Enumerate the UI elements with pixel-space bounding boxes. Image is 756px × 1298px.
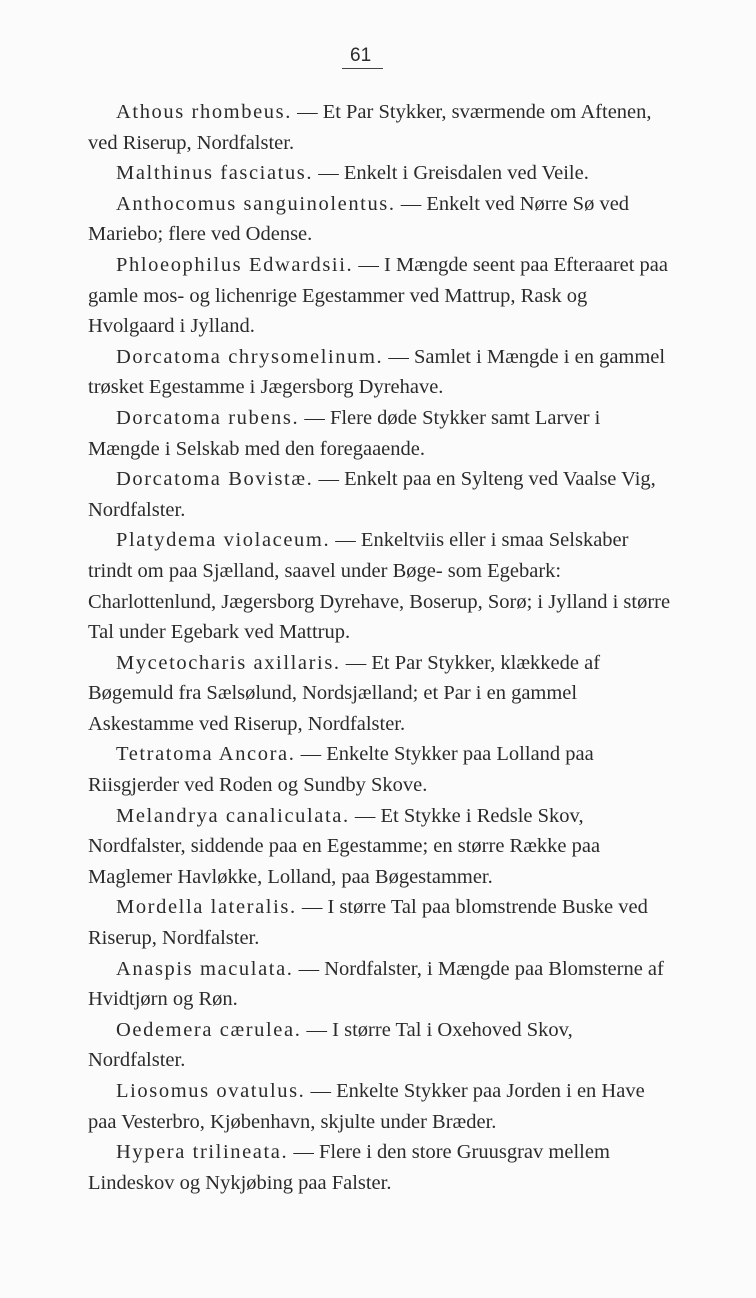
- species-name: Dorcatoma chrysomelinum.: [116, 345, 384, 368]
- species-name: Hypera trilineata.: [116, 1141, 289, 1164]
- entry: [88, 892, 673, 953]
- entry: [88, 954, 673, 1015]
- species-name: Platydema violaceum.: [116, 529, 331, 552]
- entry: [88, 403, 673, 464]
- entry-text: — Flere i den store Gruusgrav mellem Lindeskov og Nykjøbing paa Falster.: [88, 1141, 610, 1194]
- entry: [88, 1076, 673, 1137]
- species-name: Tetratoma Ancora.: [116, 743, 296, 766]
- species-name: Anaspis maculata.: [116, 957, 294, 980]
- entry-text: — Enkelt i Greisdalen ved Veile.: [313, 162, 589, 185]
- entry: [88, 525, 673, 647]
- entry-text: — Enkelt paa en Sylteng ved Vaalse Vig, Nordfalster.: [88, 468, 656, 521]
- species-name: Phloeophilus Edwardsii.: [116, 253, 354, 276]
- entry-text: — Enkelte Stykker paa Jorden i en Have paa Vesterbro, Kjøbenhavn, skjulte under Bræder.: [88, 1080, 645, 1133]
- entry: [88, 97, 673, 158]
- entry: [88, 1137, 673, 1198]
- entry: [88, 250, 673, 342]
- entry: [88, 158, 673, 189]
- entry: [88, 648, 673, 740]
- entry-text: — Enkelt ved Nørre Sø ved Mariebo; flere ved Odense.: [88, 192, 630, 246]
- entry: [88, 342, 673, 403]
- entry: [88, 801, 673, 893]
- body-text: [88, 97, 673, 1198]
- entry: [88, 739, 673, 800]
- entry-text: — Et Stykke i Redsle Skov, Nordfalster, siddende paa en Egestamme; en større Række paa Maglemer Havløkke, Lolland, paa Bøgestammer.: [88, 804, 601, 888]
- species-name: Malthinus fasciatus.: [116, 162, 314, 185]
- species-name: Mycetocharis axillaris.: [116, 651, 341, 674]
- entry-text: — Enkeltviis eller i smaa Selskaber trindt om paa Sjælland, saavel under Bøge- som Egebark: Charlottenlund, Jægersborg Dyrehave, Boserup, Sorø; i Jylland i større Tal under Egebark ved Mattrup.: [88, 529, 671, 644]
- species-name: Oedemera cærulea.: [116, 1018, 302, 1041]
- entry-text: — I større Tal i Oxehoved Skov, Nordfalster.: [88, 1018, 573, 1072]
- species-name: Mordella lateralis.: [116, 896, 297, 919]
- page-number: 61: [342, 44, 383, 69]
- entry-text: — Samlet i Mængde i en gammel trøsket Egestamme i Jægersborg Dyrehave.: [88, 345, 666, 399]
- entry-text: — Et Par Stykker, klækkede af Bøgemuld fra Sælsølund, Nordsjælland; et Par i en gammel Askestamme ved Riserup, Nordfalster.: [88, 651, 601, 735]
- entry-text: — I Mængde seent paa Efteraaret paa gamle mos- og lichenrige Egestammer ved Mattrup, Rask og Hvolgaard i Jylland.: [88, 253, 669, 338]
- entry-text: — Nordfalster, i Mængde paa Blomsterne af Hvidtjørn og Røn.: [88, 957, 664, 1011]
- species-name: Anthocomus sanguinolentus.: [116, 192, 396, 215]
- species-name: Dorcatoma Bovistæ.: [116, 468, 314, 491]
- entry-text: — I større Tal paa blomstrende Buske ved Riserup, Nordfalster.: [88, 896, 648, 950]
- entry-text: — Enkelte Stykker paa Lolland paa Riisgjerder ved Roden og Sundby Skove.: [88, 743, 594, 797]
- entry-text: — Flere døde Stykker samt Larver i Mængde i Selskab med den foregaaende.: [88, 406, 601, 460]
- species-name: Melandrya canaliculata.: [116, 804, 350, 827]
- entry: [88, 464, 673, 525]
- entry: [88, 189, 673, 250]
- species-name: Athous rhombeus.: [116, 101, 292, 123]
- entry: [88, 1015, 673, 1076]
- species-name: Dorcatoma rubens.: [116, 406, 300, 429]
- species-name: Liosomus ovatulus.: [116, 1080, 306, 1102]
- entry-text: — Et Par Stykker, sværmende om Aftenen, ved Riserup, Nordfalster.: [88, 101, 652, 154]
